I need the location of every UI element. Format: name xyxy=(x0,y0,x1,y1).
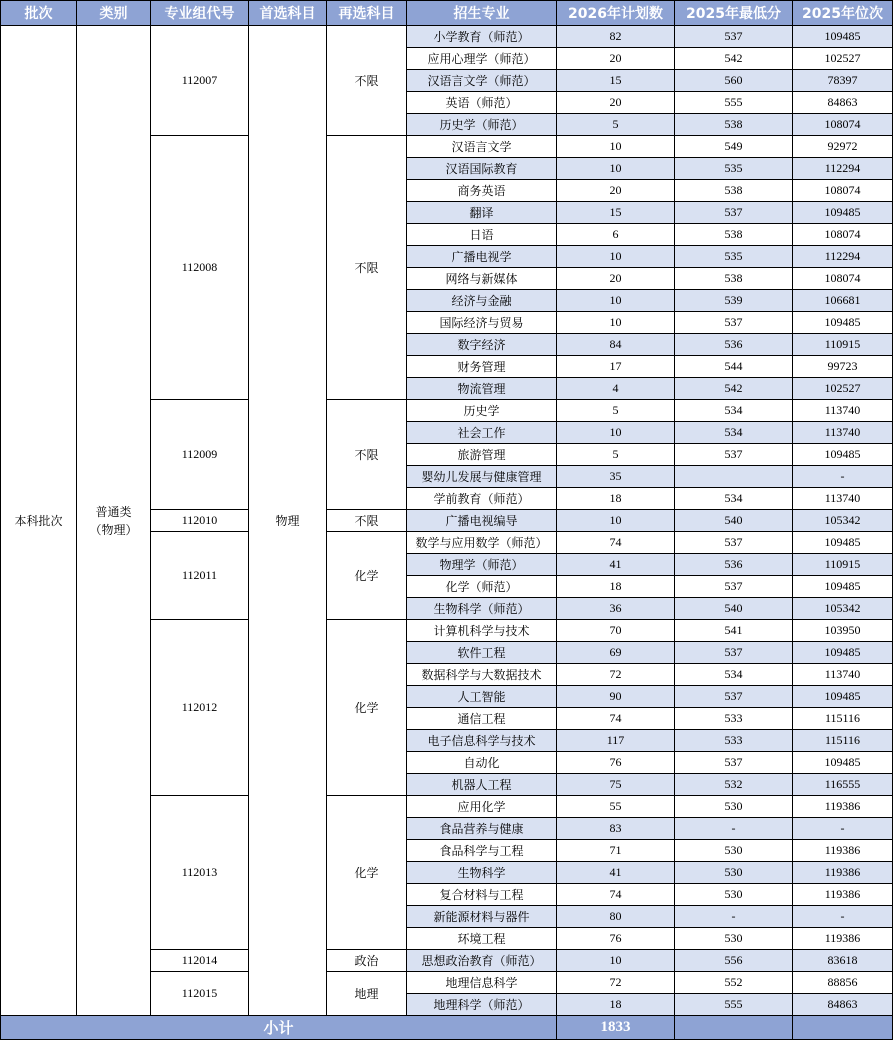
min-score-2025-cell: 538 xyxy=(675,180,793,202)
rank-2025-cell: 115116 xyxy=(793,708,893,730)
min-score-2025-cell: 537 xyxy=(675,202,793,224)
major-name-cell: 地理信息科学 xyxy=(407,972,557,994)
plan-2026-cell: 76 xyxy=(557,752,675,774)
major-name-cell: 物理学（师范） xyxy=(407,554,557,576)
min-score-2025-cell: 560 xyxy=(675,70,793,92)
min-score-2025-cell: 555 xyxy=(675,994,793,1016)
group-code-cell: 112013 xyxy=(151,796,249,950)
rank-2025-cell: 112294 xyxy=(793,158,893,180)
plan-2026-cell: 41 xyxy=(557,554,675,576)
rank-2025-cell: 119386 xyxy=(793,840,893,862)
min-score-2025-cell: 556 xyxy=(675,950,793,972)
plan-2026-cell: 18 xyxy=(557,488,675,510)
min-score-2025-cell: 538 xyxy=(675,268,793,290)
rank-2025-cell: - xyxy=(793,466,893,488)
major-name-cell: 历史学（师范） xyxy=(407,114,557,136)
min-score-2025-cell: 530 xyxy=(675,884,793,906)
min-score-2025-cell: 537 xyxy=(675,686,793,708)
min-score-2025-cell: 530 xyxy=(675,840,793,862)
plan-2026-cell: 10 xyxy=(557,290,675,312)
plan-2026-cell: 18 xyxy=(557,576,675,598)
rank-2025-cell: 119386 xyxy=(793,928,893,950)
header-plan-2026: 2026年计划数 xyxy=(557,1,675,26)
second-subject-cell: 化学 xyxy=(327,620,407,796)
rank-2025-cell: 92972 xyxy=(793,136,893,158)
major-name-cell: 小学教育（师范） xyxy=(407,26,557,48)
min-score-2025-cell: 537 xyxy=(675,26,793,48)
major-name-cell: 自动化 xyxy=(407,752,557,774)
min-score-2025-cell: 537 xyxy=(675,752,793,774)
plan-2026-cell: 74 xyxy=(557,708,675,730)
header-category: 类别 xyxy=(77,1,151,26)
major-name-cell: 新能源材料与器件 xyxy=(407,906,557,928)
rank-2025-cell: 78397 xyxy=(793,70,893,92)
min-score-2025-cell: 538 xyxy=(675,114,793,136)
major-name-cell: 生物科学（师范） xyxy=(407,598,557,620)
header-group-code: 专业组代号 xyxy=(151,1,249,26)
plan-2026-cell: 17 xyxy=(557,356,675,378)
plan-2026-cell: 6 xyxy=(557,224,675,246)
plan-2026-cell: 4 xyxy=(557,378,675,400)
min-score-2025-cell: 541 xyxy=(675,620,793,642)
min-score-2025-cell: 552 xyxy=(675,972,793,994)
min-score-2025-cell: 544 xyxy=(675,356,793,378)
major-name-cell: 物流管理 xyxy=(407,378,557,400)
min-score-2025-cell: 530 xyxy=(675,928,793,950)
min-score-2025-cell: 533 xyxy=(675,708,793,730)
group-code-cell: 112012 xyxy=(151,620,249,796)
plan-2026-cell: 10 xyxy=(557,950,675,972)
major-name-cell: 翻译 xyxy=(407,202,557,224)
plan-2026-cell: 20 xyxy=(557,180,675,202)
min-score-2025-cell: 536 xyxy=(675,554,793,576)
plan-2026-cell: 55 xyxy=(557,796,675,818)
category-cell xyxy=(77,26,151,1016)
major-name-cell: 商务英语 xyxy=(407,180,557,202)
major-name-cell: 日语 xyxy=(407,224,557,246)
plan-2026-cell: 69 xyxy=(557,642,675,664)
rank-2025-cell: 112294 xyxy=(793,246,893,268)
rank-2025-cell: 105342 xyxy=(793,598,893,620)
plan-2026-cell: 74 xyxy=(557,532,675,554)
major-name-cell: 电子信息科学与技术 xyxy=(407,730,557,752)
min-score-2025-cell: 537 xyxy=(675,576,793,598)
major-name-cell: 食品科学与工程 xyxy=(407,840,557,862)
plan-2026-cell: 75 xyxy=(557,774,675,796)
rank-2025-cell: 102527 xyxy=(793,48,893,70)
plan-2026-cell: 82 xyxy=(557,26,675,48)
major-name-cell: 食品营养与健康 xyxy=(407,818,557,840)
second-subject-cell: 化学 xyxy=(327,796,407,950)
major-name-cell: 复合材料与工程 xyxy=(407,884,557,906)
first-subject-cell: 物理 xyxy=(249,26,327,1016)
rank-2025-cell: 110915 xyxy=(793,554,893,576)
rank-2025-cell: 84863 xyxy=(793,92,893,114)
plan-2026-cell: 41 xyxy=(557,862,675,884)
rank-2025-cell: 110915 xyxy=(793,334,893,356)
batch-cell: 本科批次 xyxy=(1,26,77,1016)
rank-2025-cell: 119386 xyxy=(793,796,893,818)
plan-2026-cell: 10 xyxy=(557,312,675,334)
rank-2025-cell: 113740 xyxy=(793,488,893,510)
major-name-cell: 婴幼儿发展与健康管理 xyxy=(407,466,557,488)
rank-2025-cell: 115116 xyxy=(793,730,893,752)
major-name-cell: 广播电视学 xyxy=(407,246,557,268)
plan-2026-cell: 117 xyxy=(557,730,675,752)
subtotal-label: 小计 xyxy=(1,1016,557,1040)
plan-2026-cell: 74 xyxy=(557,884,675,906)
subtotal-value: 1833 xyxy=(557,1016,675,1040)
rank-2025-cell: 103950 xyxy=(793,620,893,642)
major-name-cell: 数字经济 xyxy=(407,334,557,356)
second-subject-cell: 政治 xyxy=(327,950,407,972)
min-score-2025-cell: 537 xyxy=(675,532,793,554)
major-name-cell: 环境工程 xyxy=(407,928,557,950)
major-name-cell: 软件工程 xyxy=(407,642,557,664)
min-score-2025-cell: 534 xyxy=(675,488,793,510)
min-score-2025-cell: 542 xyxy=(675,378,793,400)
rank-2025-cell: 119386 xyxy=(793,862,893,884)
rank-2025-cell: 105342 xyxy=(793,510,893,532)
plan-2026-cell: 10 xyxy=(557,246,675,268)
min-score-2025-cell: 530 xyxy=(675,796,793,818)
plan-2026-cell: 72 xyxy=(557,664,675,686)
group-code-cell: 112009 xyxy=(151,400,249,510)
major-name-cell: 经济与金融 xyxy=(407,290,557,312)
rank-2025-cell: 109485 xyxy=(793,532,893,554)
second-subject-cell: 不限 xyxy=(327,510,407,532)
min-score-2025-cell: 537 xyxy=(675,444,793,466)
major-name-cell: 英语（师范） xyxy=(407,92,557,114)
major-name-cell: 历史学 xyxy=(407,400,557,422)
rank-2025-cell: 99723 xyxy=(793,356,893,378)
group-code-cell: 112014 xyxy=(151,950,249,972)
min-score-2025-cell: 540 xyxy=(675,510,793,532)
plan-2026-cell: 10 xyxy=(557,136,675,158)
rank-2025-cell: 109485 xyxy=(793,686,893,708)
header-first-subject: 首选科目 xyxy=(249,1,327,26)
plan-2026-cell: 36 xyxy=(557,598,675,620)
plan-2026-cell: 10 xyxy=(557,158,675,180)
second-subject-cell: 不限 xyxy=(327,26,407,136)
plan-2026-cell: 70 xyxy=(557,620,675,642)
plan-2026-cell: 5 xyxy=(557,114,675,136)
major-name-cell: 计算机科学与技术 xyxy=(407,620,557,642)
min-score-2025-cell: 530 xyxy=(675,862,793,884)
header-row xyxy=(1,1,893,26)
header-rank-2025: 2025年位次 xyxy=(793,1,893,26)
min-score-2025-cell: 537 xyxy=(675,642,793,664)
min-score-2025-cell: 532 xyxy=(675,774,793,796)
rank-2025-cell: 109485 xyxy=(793,642,893,664)
rank-2025-cell: 109485 xyxy=(793,202,893,224)
rank-2025-cell: - xyxy=(793,906,893,928)
plan-2026-cell: 90 xyxy=(557,686,675,708)
rank-2025-cell: 113740 xyxy=(793,422,893,444)
rank-2025-cell: 108074 xyxy=(793,268,893,290)
min-score-2025-cell: 534 xyxy=(675,422,793,444)
subtotal-row xyxy=(1,1016,893,1040)
major-name-cell: 地理科学（师范） xyxy=(407,994,557,1016)
major-name-cell: 应用化学 xyxy=(407,796,557,818)
plan-2026-cell: 80 xyxy=(557,906,675,928)
plan-2026-cell: 84 xyxy=(557,334,675,356)
rank-2025-cell: 109485 xyxy=(793,26,893,48)
plan-2026-cell: 76 xyxy=(557,928,675,950)
rank-2025-cell: 108074 xyxy=(793,224,893,246)
plan-2026-cell: 71 xyxy=(557,840,675,862)
plan-2026-cell: 18 xyxy=(557,994,675,1016)
rank-2025-cell: 109485 xyxy=(793,752,893,774)
rank-2025-cell: 109485 xyxy=(793,444,893,466)
second-subject-cell: 地理 xyxy=(327,972,407,1016)
major-name-cell: 社会工作 xyxy=(407,422,557,444)
plan-2026-cell: 5 xyxy=(557,444,675,466)
min-score-2025-cell xyxy=(675,466,793,488)
second-subject-cell: 化学 xyxy=(327,532,407,620)
min-score-2025-cell: 535 xyxy=(675,158,793,180)
min-score-2025-cell: 540 xyxy=(675,598,793,620)
major-name-cell: 数据科学与大数据技术 xyxy=(407,664,557,686)
major-name-cell: 国际经济与贸易 xyxy=(407,312,557,334)
rank-2025-cell: 113740 xyxy=(793,400,893,422)
table-row xyxy=(1,26,893,48)
plan-2026-cell: 5 xyxy=(557,400,675,422)
major-name-cell: 人工智能 xyxy=(407,686,557,708)
category-line-1: 普通类 xyxy=(95,504,132,519)
plan-2026-cell: 15 xyxy=(557,70,675,92)
major-name-cell: 汉语国际教育 xyxy=(407,158,557,180)
min-score-2025-cell: 555 xyxy=(675,92,793,114)
group-code-cell: 112007 xyxy=(151,26,249,136)
rank-2025-cell: 113740 xyxy=(793,664,893,686)
rank-2025-cell: 102527 xyxy=(793,378,893,400)
plan-2026-cell: 15 xyxy=(557,202,675,224)
subtotal-empty-cell xyxy=(675,1016,793,1040)
header-major: 招生专业 xyxy=(407,1,557,26)
major-name-cell: 财务管理 xyxy=(407,356,557,378)
min-score-2025-cell: 537 xyxy=(675,312,793,334)
min-score-2025-cell: 536 xyxy=(675,334,793,356)
min-score-2025-cell: 534 xyxy=(675,400,793,422)
plan-2026-cell: 35 xyxy=(557,466,675,488)
min-score-2025-cell: 539 xyxy=(675,290,793,312)
second-subject-cell: 不限 xyxy=(327,400,407,510)
header-batch: 批次 xyxy=(1,1,77,26)
group-code-cell: 112015 xyxy=(151,972,249,1016)
min-score-2025-cell: - xyxy=(675,906,793,928)
min-score-2025-cell: 549 xyxy=(675,136,793,158)
major-name-cell: 思想政治教育（师范） xyxy=(407,950,557,972)
min-score-2025-cell: 533 xyxy=(675,730,793,752)
rank-2025-cell: 88856 xyxy=(793,972,893,994)
subtotal-empty-cell xyxy=(793,1016,893,1040)
plan-2026-cell: 20 xyxy=(557,48,675,70)
min-score-2025-cell: - xyxy=(675,818,793,840)
major-name-cell: 网络与新媒体 xyxy=(407,268,557,290)
major-name-cell: 汉语言文学（师范） xyxy=(407,70,557,92)
group-code-cell: 112010 xyxy=(151,510,249,532)
min-score-2025-cell: 538 xyxy=(675,224,793,246)
major-name-cell: 数学与应用数学（师范） xyxy=(407,532,557,554)
major-name-cell: 旅游管理 xyxy=(407,444,557,466)
plan-2026-cell: 20 xyxy=(557,268,675,290)
category-line-2: （物理） xyxy=(89,522,138,537)
group-code-cell: 112008 xyxy=(151,136,249,400)
rank-2025-cell: 84863 xyxy=(793,994,893,1016)
rank-2025-cell: 116555 xyxy=(793,774,893,796)
major-name-cell: 化学（师范） xyxy=(407,576,557,598)
major-name-cell: 广播电视编导 xyxy=(407,510,557,532)
plan-2026-cell: 83 xyxy=(557,818,675,840)
major-name-cell: 通信工程 xyxy=(407,708,557,730)
rank-2025-cell: - xyxy=(793,818,893,840)
major-name-cell: 生物科学 xyxy=(407,862,557,884)
plan-2026-cell: 10 xyxy=(557,422,675,444)
min-score-2025-cell: 542 xyxy=(675,48,793,70)
rank-2025-cell: 83618 xyxy=(793,950,893,972)
major-name-cell: 应用心理学（师范） xyxy=(407,48,557,70)
header-second-subject: 再选科目 xyxy=(327,1,407,26)
second-subject-cell: 不限 xyxy=(327,136,407,400)
min-score-2025-cell: 535 xyxy=(675,246,793,268)
rank-2025-cell: 106681 xyxy=(793,290,893,312)
major-name-cell: 汉语言文学 xyxy=(407,136,557,158)
rank-2025-cell: 119386 xyxy=(793,884,893,906)
group-code-cell: 112011 xyxy=(151,532,249,620)
rank-2025-cell: 109485 xyxy=(793,576,893,598)
plan-2026-cell: 20 xyxy=(557,92,675,114)
rank-2025-cell: 108074 xyxy=(793,180,893,202)
header-min-score-2025: 2025年最低分 xyxy=(675,1,793,26)
rank-2025-cell: 109485 xyxy=(793,312,893,334)
plan-2026-cell: 72 xyxy=(557,972,675,994)
min-score-2025-cell: 534 xyxy=(675,664,793,686)
major-name-cell: 学前教育（师范） xyxy=(407,488,557,510)
rank-2025-cell: 108074 xyxy=(793,114,893,136)
major-name-cell: 机器人工程 xyxy=(407,774,557,796)
plan-2026-cell: 10 xyxy=(557,510,675,532)
